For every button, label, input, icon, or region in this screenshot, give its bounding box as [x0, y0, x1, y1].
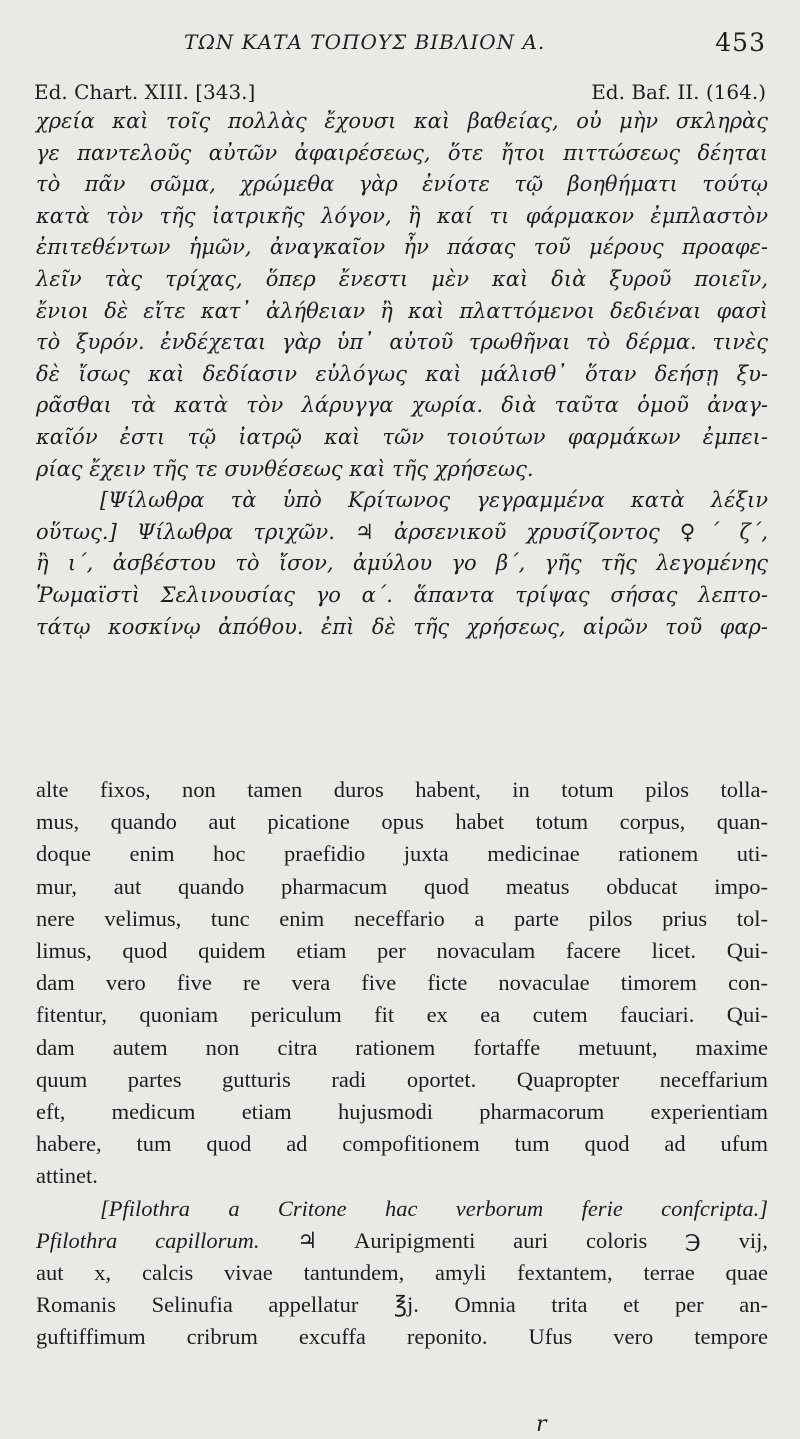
- latin-section-heading: [Pfilothra a Critone hac verborum ferie confcripta.]: [100, 1195, 768, 1221]
- greek-line: κατὰ τὸν τῆς ἰατρικῆς λόγον, ἢ καί τι φάρμακον ἐμπλαστὸν: [36, 203, 768, 228]
- running-head: ΤΩΝ ΚΑΤΑ ΤΟΠΟΥΣ ΒΙΒΛΙΟΝ Α.: [184, 30, 546, 54]
- greek-line: καῖόν ἐστι τῷ ἰατρῷ καὶ τῶν τοιούτων φαρμάκων ἐμπει-: [36, 424, 768, 449]
- latin-recipe-line: [36, 1321, 768, 1353]
- latin-recipe-line: [36, 1289, 768, 1321]
- latin-line: dam vero five re vera five ficte novaculae timorem con-: [36, 970, 768, 996]
- greek-line: ἢ ι΄, ἀσβέστου τὸ ἴσον, ἀμύλου γο β΄, γῆς τῆς λεγομένης: [36, 551, 768, 576]
- page-number: 453: [715, 28, 766, 57]
- latin-line: limus, quod quidem etiam per novaculam facere licet. Qui-: [36, 938, 768, 964]
- recipe-text: Romanis Selinufia appellatur ℥j. Omnia trita et per an-: [36, 1292, 768, 1318]
- greek-line: τὸ πᾶν σῶμα, χρώμεθα γὰρ ἐνίοτε τῷ βοηθήματι τούτῳ: [36, 172, 768, 197]
- greek-line: [Ψίλωθρα τὰ ὑπὸ Κρίτωνος γεγραμμένα κατὰ λέξιν: [100, 488, 768, 513]
- greek-line: Ῥωμαϊστὶ Σελινουσίας γο α΄. ἅπαντα τρίψας σήσας λεπτο-: [36, 582, 768, 607]
- latin-line: quum partes gutturis radi oportet. Quapropter neceffarium: [36, 1066, 768, 1092]
- recipe-text: ♃ Auripigmenti auri coloris ℈ vij,: [259, 1227, 768, 1253]
- latin-line: eft, medicum etiam hujusmodi pharmacorum experientiam: [36, 1099, 768, 1125]
- greek-text-block: [36, 106, 768, 643]
- greek-line: χρεία καὶ τοῖς πολλὰς ἔχουσι καὶ βαθείας, οὐ μὴν σκληρὰς: [36, 109, 768, 133]
- latin-line: dam autem non citra rationem fortaffe metuunt, maxime: [36, 1034, 768, 1060]
- latin-line: mus, quando aut picatione opus habet totum corpus, quan-: [36, 809, 768, 835]
- latin-recipe-line: [36, 1257, 768, 1289]
- edition-reference-chart: Ed. Chart. XIII. [343.]: [34, 80, 256, 104]
- greek-line: λεῖν τὰς τρίχας, ὅπερ ἔνεστι μὲν καὶ διὰ ξυροῦ ποιεῖν,: [36, 266, 768, 291]
- latin-line: alte fixos, non tamen duros habent, in totum pilos tolla-: [36, 777, 768, 802]
- latin-line: attinet.: [36, 1163, 98, 1189]
- greek-line: γε παντελοῦς αὐτῶν ἀφαιρέσεως, ὅτε ἤτοι πιττώσεως δέηται: [36, 140, 768, 165]
- recipe-text: aut x, calcis vivae tantundem, amyli fextantem, terrae quae: [36, 1260, 768, 1286]
- greek-line: δὲ ἴσως καὶ δεδίασιν εὐλόγως καὶ μάλισθ᾽ ὅταν δεήσῃ ξυ-: [36, 361, 768, 386]
- latin-line: doque enim hoc praefidio juxta medicinae rationem uti-: [36, 841, 768, 867]
- latin-line: nere velimus, tunc enim neceffario a parte pilos prius tol-: [36, 905, 768, 931]
- recipe-text: guftiffimum cribrum excuffa reponito. Ufus vero tempore: [36, 1324, 768, 1350]
- greek-line: τὸ ξυρόν. ἐνδέχεται γὰρ ὑπ᾽ αὐτοῦ τρωθῆναι τὸ δέρμα. τινὲς: [36, 330, 768, 355]
- greek-line: ρίας ἔχειν τῆς τε συνθέσεως καὶ τῆς χρήσεως.: [36, 456, 534, 481]
- latin-text-block: [36, 774, 768, 1354]
- latin-recipe-line: [36, 1225, 768, 1257]
- greek-line: ἔνιοι δὲ εἴτε κατ᾽ ἀλήθειαν ἢ καὶ πλαττόμενοι δεδιέναι φασὶ: [36, 298, 768, 323]
- latin-line: habere, tum quod ad compofitionem tum quod ad ufum: [36, 1131, 768, 1157]
- greek-line: ρᾶσθαι τὰ κατὰ τὸν λάρυγγα χωρία. διὰ ταῦτα ὁμοῦ ἀναγ-: [36, 393, 768, 418]
- edition-reference-basel: Ed. Baf. II. (164.): [591, 80, 766, 104]
- greek-line: ἐπιτεθέντων ἡμῶν, ἀναγκαῖον ἦν πάσας τοῦ μέρους προαφε-: [36, 235, 768, 260]
- signature-mark: r: [536, 1412, 547, 1437]
- recipe-title: Pfilothra capillorum.: [36, 1227, 260, 1253]
- greek-line: τάτῳ κοσκίνῳ ἀπόθου. ἐπὶ δὲ τῆς χρήσεως, αἱρῶν τοῦ φαρ-: [36, 614, 768, 639]
- latin-line: fitentur, quoniam periculum fit ex ea cutem fauciari. Qui-: [36, 1002, 768, 1028]
- greek-line: οὕτως.] Ψίλωθρα τριχῶν. ♃ ἀρσενικοῦ χρυσίζοντος ♀΄ ζ΄,: [36, 519, 768, 544]
- latin-line: mur, aut quando pharmacum quod meatus obducat impo-: [36, 873, 768, 899]
